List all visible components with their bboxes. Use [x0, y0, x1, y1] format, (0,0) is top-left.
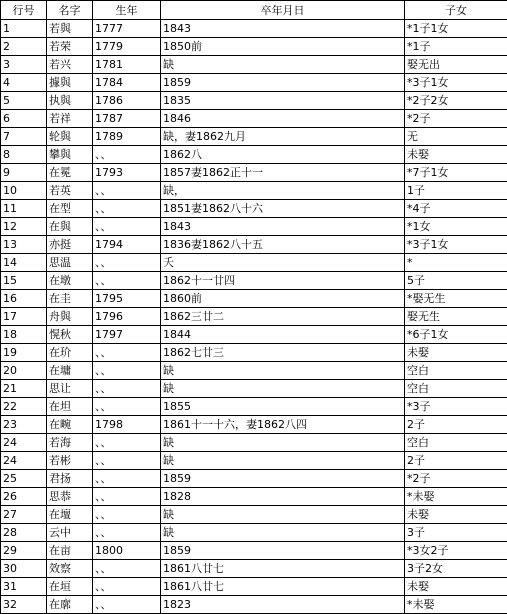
cell-death-date: 1836妻1862八十五	[161, 236, 405, 254]
cell-name: 攀與	[47, 146, 93, 164]
cell-name: 效察	[47, 560, 93, 578]
cell-death-date: 1828	[161, 488, 405, 506]
cell-row-number: 2	[1, 38, 47, 56]
cell-row-number: 26	[1, 488, 47, 506]
cell-birth-year: 、、	[93, 218, 161, 236]
cell-death-date: 1844	[161, 326, 405, 344]
cell-name: 愰秋	[47, 326, 93, 344]
cell-birth-year: 1795	[93, 290, 161, 308]
cell-death-date: 缺	[161, 434, 405, 452]
table-row	[1, 416, 507, 434]
cell-death-date: 1835	[161, 92, 405, 110]
cell-row-number: 29	[1, 542, 47, 560]
table-row	[1, 560, 507, 578]
cell-name: 在玠	[47, 344, 93, 362]
cell-row-number: 12	[1, 218, 47, 236]
cell-row-number: 23	[1, 416, 47, 434]
cell-name: 轮與	[47, 128, 93, 146]
table-row	[1, 74, 507, 92]
table-row	[1, 434, 507, 452]
cell-children: 2子	[405, 452, 507, 470]
cell-children: 空白	[405, 434, 507, 452]
cell-birth-year: 1789	[93, 128, 161, 146]
cell-name: 若與	[47, 20, 93, 38]
cell-birth-year: 、、	[93, 398, 161, 416]
table-row	[1, 254, 507, 272]
cell-name: 若兴	[47, 56, 93, 74]
cell-birth-year: 1798	[93, 416, 161, 434]
cell-children: 3子	[405, 524, 507, 542]
cell-children: 2子	[405, 416, 507, 434]
table-row	[1, 308, 507, 326]
cell-death-date: 缺，妻1862九月	[161, 128, 405, 146]
cell-name: 在壇	[47, 506, 93, 524]
table-row	[1, 110, 507, 128]
cell-children: 娶无出	[405, 56, 507, 74]
cell-death-date: 1823	[161, 596, 405, 614]
cell-name: 在墩	[47, 272, 93, 290]
cell-row-number: 28	[1, 524, 47, 542]
table-row	[1, 92, 507, 110]
cell-row-number: 30	[1, 560, 47, 578]
cell-death-date: 缺	[161, 452, 405, 470]
cell-children: *未娶	[405, 596, 507, 614]
table-row	[1, 380, 507, 398]
cell-death-date: 1862三廿二	[161, 308, 405, 326]
cell-children: *娶无生	[405, 290, 507, 308]
table-row	[1, 470, 507, 488]
table-row	[1, 452, 507, 470]
cell-row-number: 3	[1, 56, 47, 74]
cell-birth-year: 、、	[93, 200, 161, 218]
cell-death-date: 1843	[161, 20, 405, 38]
cell-name: 若海	[47, 434, 93, 452]
cell-row-number: 9	[1, 164, 47, 182]
cell-name: 亦挺	[47, 236, 93, 254]
table-row	[1, 542, 507, 560]
cell-birth-year: 、、	[93, 254, 161, 272]
cell-row-number: 8	[1, 146, 47, 164]
cell-children: *1女	[405, 218, 507, 236]
cell-row-number: 7	[1, 128, 47, 146]
cell-children: *1子	[405, 38, 507, 56]
cell-name: 若英	[47, 182, 93, 200]
table-row	[1, 20, 507, 38]
cell-row-number: 13	[1, 236, 47, 254]
cell-death-date: 1859	[161, 470, 405, 488]
cell-children: 空白	[405, 380, 507, 398]
cell-birth-year: 1781	[93, 56, 161, 74]
cell-row-number: 22	[1, 398, 47, 416]
cell-death-date: 1855	[161, 398, 405, 416]
cell-name: 在廓	[47, 596, 93, 614]
cell-name: 據與	[47, 74, 93, 92]
cell-death-date: 1859	[161, 542, 405, 560]
cell-birth-year: 、、	[93, 380, 161, 398]
cell-row-number: 21	[1, 380, 47, 398]
cell-birth-year: 1777	[93, 20, 161, 38]
cell-row-number: 18	[1, 326, 47, 344]
table-row	[1, 344, 507, 362]
table-row	[1, 596, 507, 614]
cell-birth-year: 、、	[93, 470, 161, 488]
cell-row-number: 14	[1, 254, 47, 272]
cell-name: 在畹	[47, 416, 93, 434]
cell-name: 在亩	[47, 542, 93, 560]
cell-row-number: 6	[1, 110, 47, 128]
cell-children: 空白	[405, 362, 507, 380]
cell-children: *3子1女	[405, 236, 507, 254]
cell-birth-year: 、、	[93, 578, 161, 596]
cell-death-date: 1860前	[161, 290, 405, 308]
cell-row-number: 11	[1, 200, 47, 218]
cell-children: *2子	[405, 470, 507, 488]
cell-name: 若祥	[47, 110, 93, 128]
cell-death-date: 1857妻1862正十一	[161, 164, 405, 182]
cell-row-number: 15	[1, 272, 47, 290]
cell-death-date: 1851妻1862八十六	[161, 200, 405, 218]
cell-children: *3子1女	[405, 74, 507, 92]
cell-name: 君扬	[47, 470, 93, 488]
header-children: 子女	[405, 1, 507, 20]
cell-death-date: 1862七廿三	[161, 344, 405, 362]
cell-name: 思恭	[47, 488, 93, 506]
cell-birth-year: 1779	[93, 38, 161, 56]
table-row	[1, 578, 507, 596]
cell-children: *2子	[405, 110, 507, 128]
cell-death-date: 1862十一廿四	[161, 272, 405, 290]
cell-death-date: 缺	[161, 56, 405, 74]
header-row	[1, 1, 507, 20]
cell-row-number: 31	[1, 578, 47, 596]
table-row	[1, 326, 507, 344]
cell-row-number: 4	[1, 74, 47, 92]
table-row	[1, 362, 507, 380]
cell-children: *6子1女	[405, 326, 507, 344]
table-row	[1, 182, 507, 200]
cell-row-number: 32	[1, 596, 47, 614]
cell-name: 若荣	[47, 38, 93, 56]
cell-birth-year: 、、	[93, 146, 161, 164]
cell-row-number: 5	[1, 92, 47, 110]
cell-birth-year: 1787	[93, 110, 161, 128]
cell-death-date: 1859	[161, 74, 405, 92]
header-name: 名字	[47, 1, 93, 20]
table-row	[1, 272, 507, 290]
table-row	[1, 488, 507, 506]
cell-row-number: 20	[1, 362, 47, 380]
cell-row-number: 27	[1, 506, 47, 524]
cell-death-date: 缺，	[161, 182, 405, 200]
cell-death-date: 夭	[161, 254, 405, 272]
cell-birth-year: 1786	[93, 92, 161, 110]
cell-name: 在型	[47, 200, 93, 218]
cell-row-number: 24	[1, 434, 47, 452]
header-death-date: 卒年月日	[161, 1, 405, 20]
cell-children: 1子	[405, 182, 507, 200]
cell-name: 思温	[47, 254, 93, 272]
cell-death-date: 缺	[161, 362, 405, 380]
cell-birth-year: 1794	[93, 236, 161, 254]
cell-death-date: 1846	[161, 110, 405, 128]
cell-death-date: 1843	[161, 218, 405, 236]
table-row	[1, 128, 507, 146]
cell-children: 3子2女	[405, 560, 507, 578]
cell-children: 5子	[405, 272, 507, 290]
cell-death-date: 缺	[161, 380, 405, 398]
cell-birth-year: 、、	[93, 272, 161, 290]
cell-birth-year: 、、	[93, 488, 161, 506]
cell-children: *3子	[405, 398, 507, 416]
table-body	[1, 20, 507, 614]
cell-birth-year: 1796	[93, 308, 161, 326]
cell-death-date: 缺	[161, 506, 405, 524]
cell-birth-year: 、、	[93, 524, 161, 542]
cell-children: 未娶	[405, 578, 507, 596]
table-row	[1, 38, 507, 56]
table-row	[1, 506, 507, 524]
table-row	[1, 164, 507, 182]
table-row	[1, 218, 507, 236]
cell-birth-year: 、、	[93, 362, 161, 380]
table-row	[1, 146, 507, 164]
table-row	[1, 56, 507, 74]
cell-name: 在墉	[47, 362, 93, 380]
cell-death-date: 1861八廿七	[161, 578, 405, 596]
cell-children: *7子1女	[405, 164, 507, 182]
cell-row-number: 17	[1, 308, 47, 326]
cell-birth-year: 、、	[93, 344, 161, 362]
cell-children: *1子1女	[405, 20, 507, 38]
cell-death-date: 缺	[161, 524, 405, 542]
cell-birth-year: 1797	[93, 326, 161, 344]
cell-birth-year: 、、	[93, 596, 161, 614]
cell-children: *2子2女	[405, 92, 507, 110]
cell-name: 执與	[47, 92, 93, 110]
cell-name: 在與	[47, 218, 93, 236]
cell-death-date: 1862八	[161, 146, 405, 164]
table-row	[1, 398, 507, 416]
cell-name: 在垣	[47, 578, 93, 596]
cell-row-number: 25	[1, 470, 47, 488]
cell-row-number: 16	[1, 290, 47, 308]
cell-death-date: 1861十一十六，妻1862八四	[161, 416, 405, 434]
cell-birth-year: 、、	[93, 434, 161, 452]
cell-birth-year: 、、	[93, 506, 161, 524]
cell-row-number: 10	[1, 182, 47, 200]
cell-row-number: 24	[1, 452, 47, 470]
cell-birth-year: 1784	[93, 74, 161, 92]
cell-name: 在坦	[47, 398, 93, 416]
cell-row-number: 19	[1, 344, 47, 362]
cell-children: 未娶	[405, 344, 507, 362]
header-row-number: 行号	[1, 1, 47, 20]
cell-row-number: 1	[1, 20, 47, 38]
cell-children: 未娶	[405, 146, 507, 164]
cell-death-date: 1861八廿七	[161, 560, 405, 578]
cell-name: 在圭	[47, 290, 93, 308]
table-row	[1, 236, 507, 254]
cell-name: 思让	[47, 380, 93, 398]
table-row	[1, 200, 507, 218]
table-row	[1, 290, 507, 308]
cell-name: 若彬	[47, 452, 93, 470]
cell-birth-year: 、、	[93, 182, 161, 200]
cell-children: *3女2子	[405, 542, 507, 560]
cell-birth-year: 、、	[93, 452, 161, 470]
cell-children: 无	[405, 128, 507, 146]
cell-name: 在冕	[47, 164, 93, 182]
cell-children: *4子	[405, 200, 507, 218]
cell-children: 娶无生	[405, 308, 507, 326]
header-birth-year: 生年	[93, 1, 161, 20]
cell-children: *未娶	[405, 488, 507, 506]
cell-children: 未娶	[405, 506, 507, 524]
cell-children: *	[405, 254, 507, 272]
cell-death-date: 1850前	[161, 38, 405, 56]
cell-birth-year: 、、	[93, 560, 161, 578]
table-row	[1, 524, 507, 542]
cell-birth-year: 1793	[93, 164, 161, 182]
cell-name: 云中	[47, 524, 93, 542]
cell-birth-year: 1800	[93, 542, 161, 560]
cell-name: 舟與	[47, 308, 93, 326]
